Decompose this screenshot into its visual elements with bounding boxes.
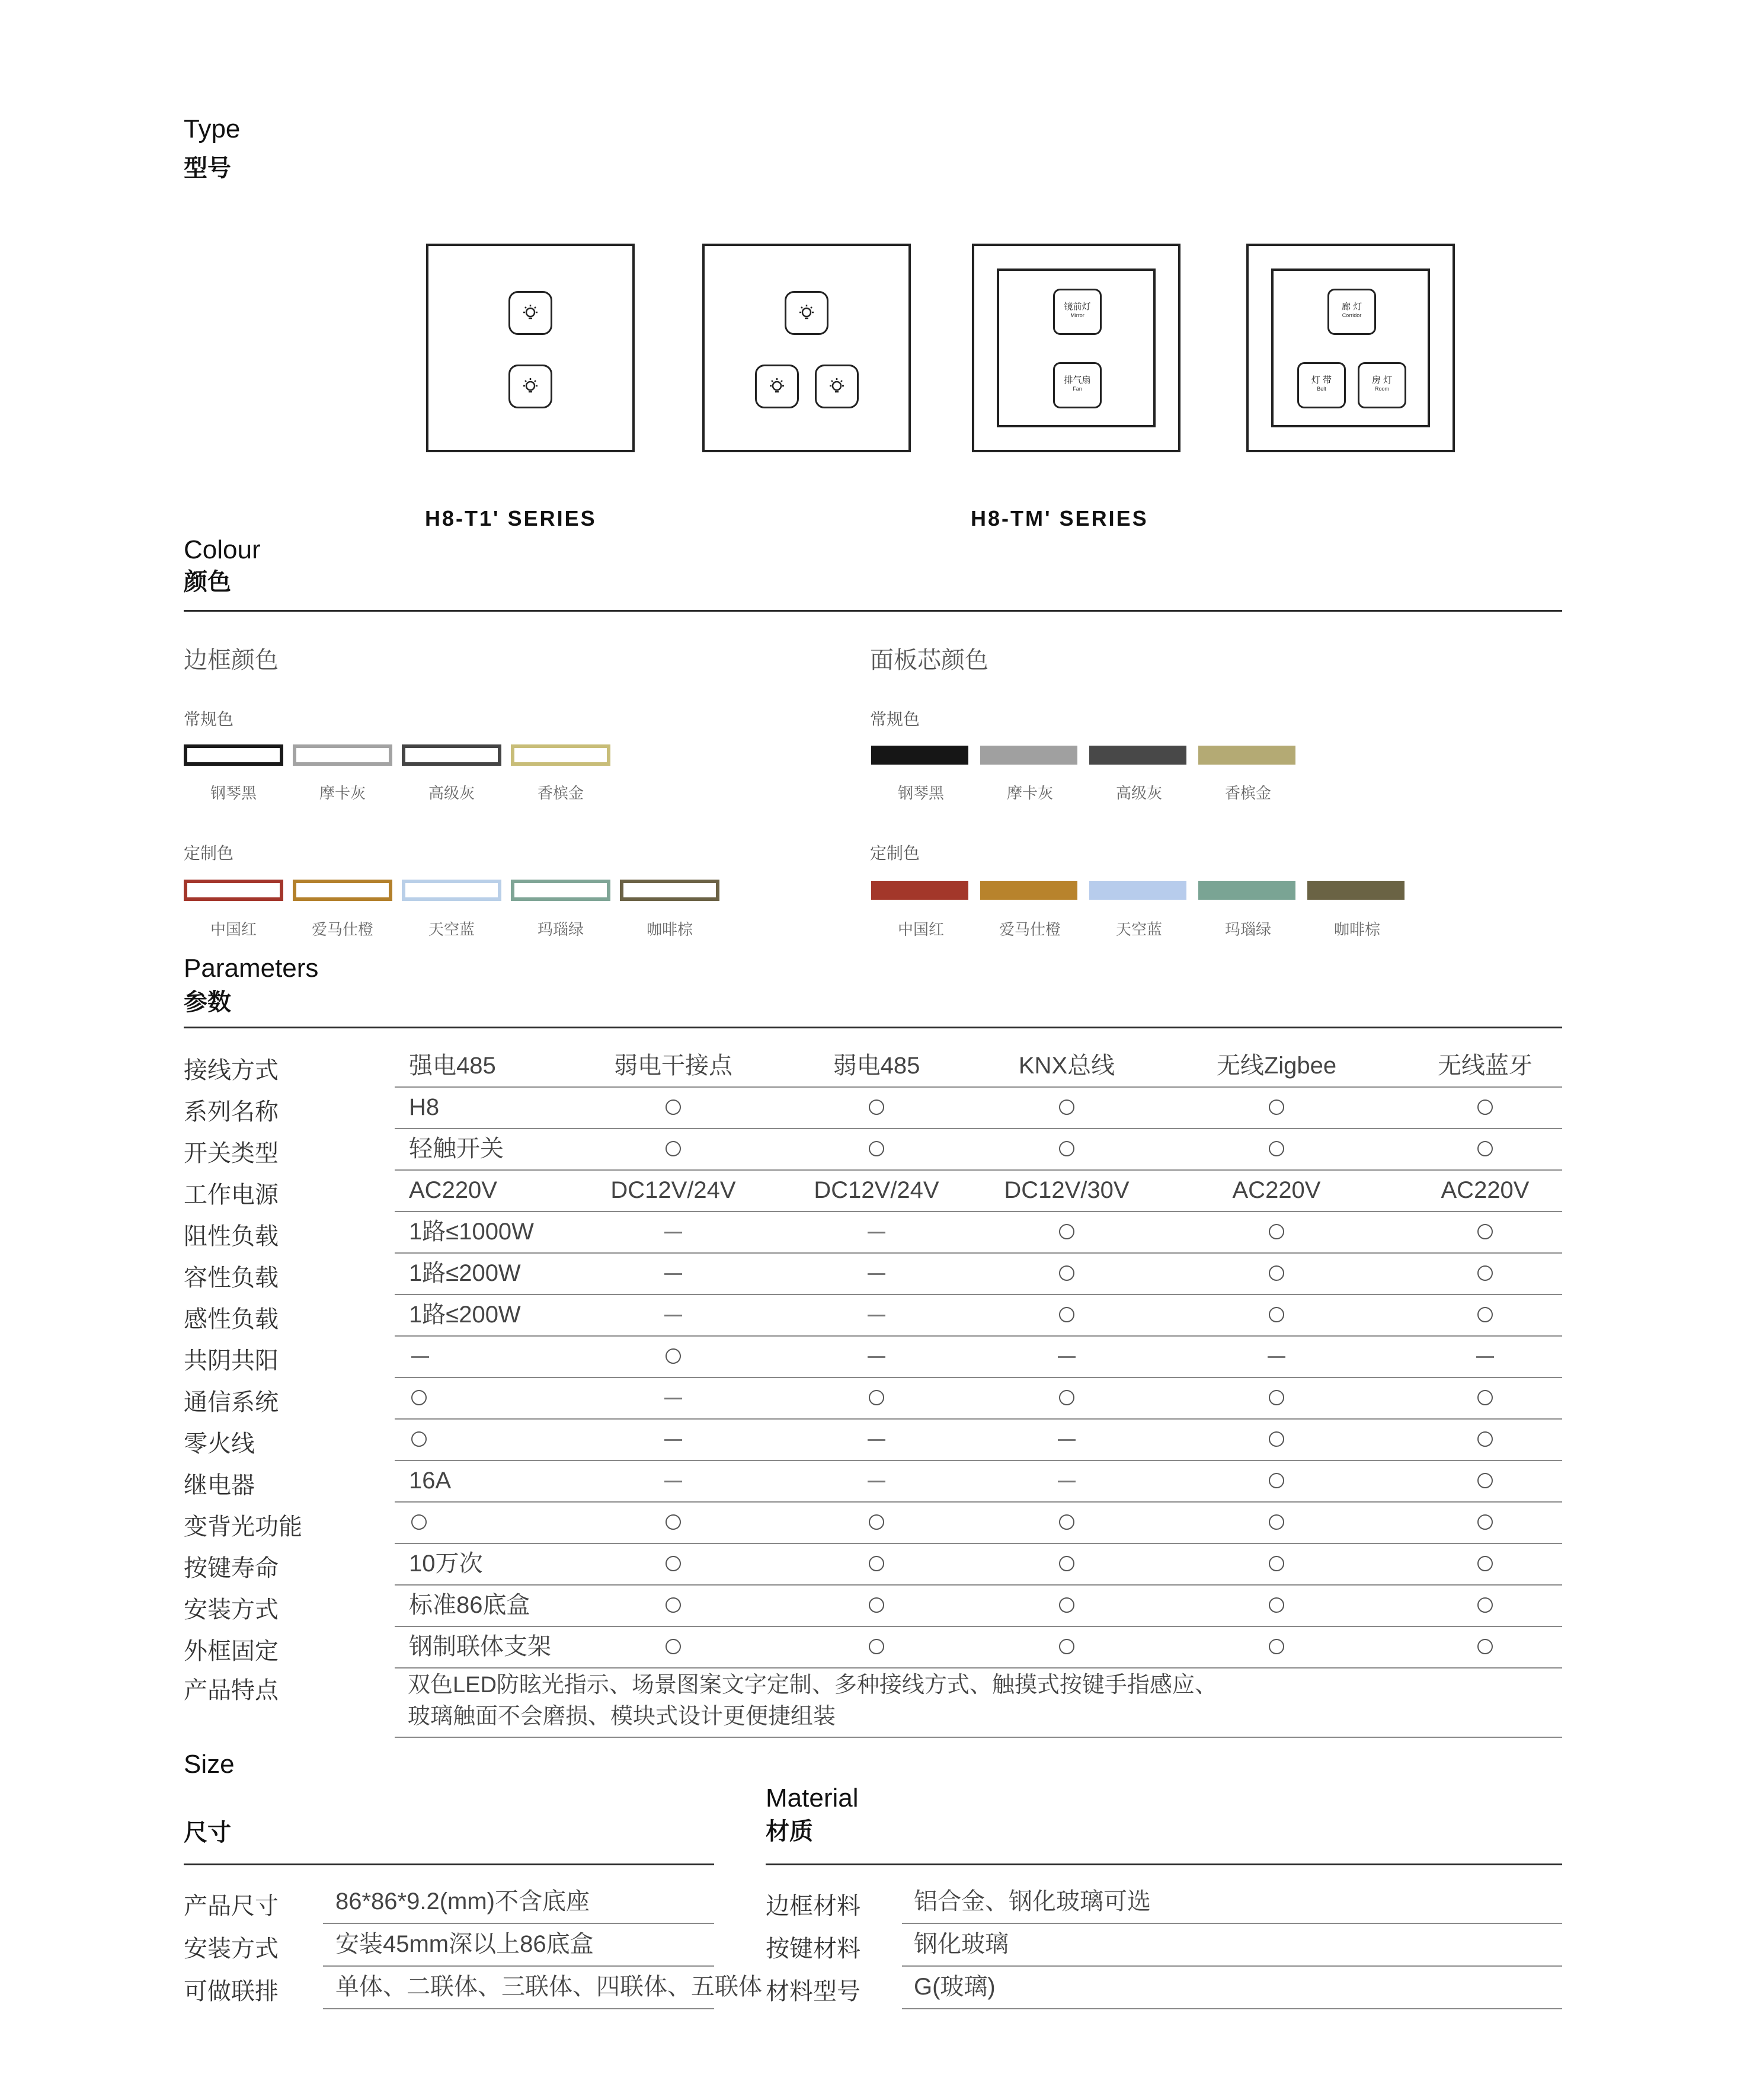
supported-circle-icon (1477, 1639, 1493, 1654)
parameters-title-zh: 参数 (184, 989, 231, 1015)
swatch-label: 钢琴黑 (210, 784, 257, 802)
row-divider (395, 1252, 1562, 1254)
spec-value: 单体、二联体、三联体、四联体、五联体 (335, 1974, 762, 2000)
param-label: 按键寿命 (184, 1555, 279, 1581)
panel-swatch (871, 746, 968, 765)
param-value: AC220V (1441, 1177, 1530, 1203)
supported-circle-icon (1269, 1141, 1284, 1156)
supported-circle-icon (1477, 1265, 1493, 1281)
spec-label: 边框材料 (766, 1893, 860, 1919)
colour-title-zh: 颜色 (184, 569, 231, 595)
unsupported-dash-icon (411, 1356, 429, 1358)
row-divider (395, 1335, 1562, 1337)
spec-divider (323, 1923, 714, 1924)
frame-swatch (511, 880, 610, 901)
type-title-en: Type (184, 114, 241, 143)
frame-swatch (402, 880, 501, 901)
series-tm-label: H8-TM' SERIES (971, 506, 1148, 530)
light-key-right (815, 365, 859, 408)
supported-circle-icon (666, 1348, 681, 1364)
light-key-left (755, 365, 799, 408)
swatch-label: 天空蓝 (428, 920, 475, 938)
supported-circle-icon (869, 1514, 884, 1530)
spec-divider (902, 2008, 1562, 2009)
param-value: 轻触开关 (409, 1136, 504, 1162)
row-divider (395, 1626, 1562, 1627)
param-value: 1路≤200W (409, 1260, 521, 1286)
key-label-zh: 排气扇 (1064, 375, 1091, 385)
series-t1-label: H8-T1' SERIES (425, 506, 597, 530)
supported-circle-icon (1059, 1390, 1074, 1405)
supported-circle-icon (411, 1514, 427, 1530)
param-label: 通信系统 (184, 1389, 279, 1415)
spec-label: 产品尺寸 (184, 1893, 279, 1919)
bulb-icon (826, 376, 847, 397)
supported-circle-icon (411, 1390, 427, 1405)
belt-key (1297, 362, 1346, 408)
size-title-en: Size (184, 1750, 235, 1779)
row-divider (395, 1501, 1562, 1503)
param-label: 外框固定 (184, 1638, 279, 1664)
unsupported-dash-icon (664, 1439, 682, 1441)
param-label: 感性负载 (184, 1306, 279, 1332)
panel-swatch (980, 881, 1077, 900)
param-label: 阻性负载 (184, 1223, 279, 1249)
supported-circle-icon (1059, 1556, 1074, 1571)
swatch-label: 高级灰 (1115, 784, 1162, 802)
supported-circle-icon (1059, 1265, 1074, 1281)
param-label: 零火线 (184, 1431, 255, 1457)
spec-label: 按键材料 (766, 1936, 860, 1962)
param-label: 继电器 (184, 1472, 255, 1498)
supported-circle-icon (1269, 1639, 1284, 1654)
material-title-zh: 材质 (766, 1818, 813, 1845)
panel-inner-frame (997, 269, 1156, 427)
panel-swatch (1198, 746, 1295, 765)
param-value: H8 (409, 1094, 440, 1120)
param-value: 16A (409, 1468, 452, 1494)
param-value: DC12V/30V (1004, 1177, 1130, 1203)
row-divider (395, 1584, 1562, 1586)
param-value: AC220V (1232, 1177, 1321, 1203)
panel-inner-frame (1271, 269, 1430, 427)
spec-divider (323, 2008, 714, 2009)
supported-circle-icon (1477, 1514, 1493, 1530)
supported-circle-icon (1477, 1597, 1493, 1613)
key-label-zh: 镜前灯 (1064, 302, 1091, 312)
light-key-top (508, 291, 552, 335)
supported-circle-icon (1477, 1431, 1493, 1447)
unsupported-dash-icon (868, 1273, 885, 1275)
frame-swatch (184, 744, 283, 766)
swatch-label: 香槟金 (537, 784, 584, 802)
frame-swatch (293, 880, 392, 901)
supported-circle-icon (869, 1597, 884, 1613)
supported-circle-icon (1269, 1099, 1284, 1115)
frame-swatch (511, 744, 610, 766)
supported-circle-icon (1477, 1224, 1493, 1239)
supported-circle-icon (666, 1514, 681, 1530)
mirror-key (1053, 289, 1102, 335)
frame-custom-label: 定制色 (184, 844, 234, 862)
bulb-icon (520, 376, 541, 397)
parameters-divider (184, 1027, 1562, 1028)
supported-circle-icon (1059, 1514, 1074, 1530)
unsupported-dash-icon (664, 1315, 682, 1316)
swatch-label: 咖啡棕 (1333, 920, 1380, 938)
row-divider (395, 1460, 1562, 1461)
swatch-label: 爱马仕橙 (311, 920, 373, 938)
key-label-en: Belt (1317, 386, 1326, 392)
key-label-zh: 廊 灯 (1341, 302, 1362, 312)
supported-circle-icon (869, 1639, 884, 1654)
supported-circle-icon (1059, 1639, 1074, 1654)
panel-t1-two-gang (426, 244, 635, 452)
param-value: 1路≤200W (409, 1302, 521, 1328)
param-value: KNX总线 (1018, 1053, 1115, 1079)
swatch-label: 摩卡灰 (1006, 784, 1053, 802)
supported-circle-icon (869, 1099, 884, 1115)
supported-circle-icon (1477, 1307, 1493, 1322)
spec-value: 钢化玻璃 (914, 1931, 1009, 1957)
feature-line-1: 双色LED防眩光指示、场景图案文字定制、多种接线方式、触摸式按键手指感应、 (408, 1673, 1217, 1698)
supported-circle-icon (666, 1556, 681, 1571)
frame-swatch (620, 880, 719, 901)
spec-value: G(玻璃) (914, 1974, 996, 2000)
swatch-label: 天空蓝 (1115, 920, 1162, 938)
param-label: 开关类型 (184, 1140, 279, 1166)
feature-label: 产品特点 (184, 1677, 279, 1703)
key-label-en: Room (1374, 386, 1389, 392)
supported-circle-icon (1477, 1141, 1493, 1156)
unsupported-dash-icon (868, 1439, 885, 1441)
panel-regular-label: 常规色 (870, 710, 920, 728)
swatch-label: 香槟金 (1224, 784, 1271, 802)
supported-circle-icon (1269, 1473, 1284, 1488)
param-value: AC220V (409, 1177, 497, 1203)
unsupported-dash-icon (868, 1232, 885, 1233)
param-value: 无线Zigbee (1216, 1053, 1337, 1079)
unsupported-dash-icon (664, 1481, 682, 1482)
fan-key (1053, 362, 1102, 408)
spec-label: 可做联排 (184, 1978, 279, 2005)
supported-circle-icon (666, 1639, 681, 1654)
unsupported-dash-icon (1058, 1439, 1076, 1441)
supported-circle-icon (666, 1099, 681, 1115)
swatch-label: 咖啡棕 (646, 920, 693, 938)
key-label-en: Corridor (1342, 312, 1362, 318)
unsupported-dash-icon (664, 1398, 682, 1399)
supported-circle-icon (1059, 1099, 1074, 1115)
supported-circle-icon (1059, 1224, 1074, 1239)
param-value: 10万次 (409, 1551, 483, 1577)
row-divider (395, 1667, 1562, 1669)
frame-regular-label: 常规色 (184, 710, 234, 728)
supported-circle-icon (1477, 1556, 1493, 1571)
param-label: 系列名称 (184, 1099, 279, 1125)
param-value: 弱电485 (833, 1053, 920, 1079)
supported-circle-icon (1269, 1224, 1284, 1239)
param-value: 无线蓝牙 (1438, 1053, 1533, 1079)
panel-swatch (1198, 881, 1295, 900)
frame-swatch (402, 744, 501, 766)
frame-swatch (293, 744, 392, 766)
row-divider (395, 1211, 1562, 1212)
supported-circle-icon (1269, 1431, 1284, 1447)
size-title-zh: 尺寸 (184, 1820, 231, 1846)
spec-label: 材料型号 (766, 1978, 860, 2005)
param-label: 安装方式 (184, 1597, 279, 1623)
material-divider (766, 1864, 1562, 1865)
supported-circle-icon (869, 1390, 884, 1405)
frame-colour-title: 边框颜色 (184, 647, 279, 673)
supported-circle-icon (1269, 1597, 1284, 1613)
row-divider (395, 1543, 1562, 1544)
spec-value: 安装45mm深以上86底盒 (335, 1931, 594, 1957)
light-key-top (785, 291, 828, 335)
panel-colour-title: 面板芯颜色 (870, 647, 988, 673)
param-label: 工作电源 (184, 1182, 279, 1208)
frame-swatch (184, 880, 283, 901)
supported-circle-icon (1477, 1390, 1493, 1405)
param-value: 强电485 (409, 1053, 496, 1079)
supported-circle-icon (1269, 1514, 1284, 1530)
row-divider (395, 1418, 1562, 1420)
panel-swatch (871, 881, 968, 900)
spec-value: 86*86*9.2(mm)不含底座 (335, 1888, 590, 1914)
supported-circle-icon (1477, 1099, 1493, 1115)
param-value: 标准86底盒 (409, 1592, 530, 1618)
param-value: DC12V/24V (814, 1177, 939, 1203)
unsupported-dash-icon (1476, 1356, 1494, 1358)
param-value: DC12V/24V (610, 1177, 736, 1203)
param-label: 接线方式 (184, 1057, 279, 1083)
panel-swatch (980, 746, 1077, 765)
supported-circle-icon (1269, 1556, 1284, 1571)
unsupported-dash-icon (868, 1315, 885, 1316)
supported-circle-icon (411, 1431, 427, 1447)
param-value: 1路≤1000W (409, 1219, 534, 1245)
unsupported-dash-icon (664, 1232, 682, 1233)
corridor-key (1327, 289, 1376, 335)
panel-tm-two-gang (972, 244, 1180, 452)
row-divider (395, 1086, 1562, 1088)
panel-swatch (1089, 746, 1186, 765)
unsupported-dash-icon (664, 1273, 682, 1275)
swatch-label: 摩卡灰 (319, 784, 366, 802)
type-title-zh: 型号 (184, 155, 231, 181)
swatch-label: 中国红 (897, 920, 944, 938)
panel-custom-label: 定制色 (870, 844, 920, 862)
unsupported-dash-icon (868, 1356, 885, 1358)
spec-value: 铝合金、钢化玻璃可选 (914, 1888, 1151, 1914)
panel-tm-three-gang (1246, 244, 1455, 452)
swatch-label: 玛瑙绿 (1224, 920, 1271, 938)
material-title-en: Material (766, 1783, 859, 1813)
colour-divider (184, 610, 1562, 612)
unsupported-dash-icon (1268, 1356, 1285, 1358)
spec-label: 安装方式 (184, 1936, 279, 1962)
unsupported-dash-icon (868, 1481, 885, 1482)
supported-circle-icon (1269, 1307, 1284, 1322)
param-label: 共阴共阳 (184, 1348, 279, 1374)
key-label-en: Mirror (1070, 312, 1084, 318)
panel-swatch (1307, 881, 1405, 900)
row-divider (395, 1377, 1562, 1378)
colour-title-en: Colour (184, 535, 261, 564)
supported-circle-icon (1269, 1390, 1284, 1405)
row-divider (395, 1294, 1562, 1295)
panel-swatch (1089, 881, 1186, 900)
swatch-label: 高级灰 (428, 784, 475, 802)
param-label: 变背光功能 (184, 1514, 302, 1540)
swatch-label: 玛瑙绿 (537, 920, 584, 938)
swatch-label: 爱马仕橙 (999, 920, 1061, 938)
key-label-zh: 房 灯 (1371, 375, 1393, 385)
row-divider (395, 1128, 1562, 1129)
supported-circle-icon (869, 1556, 884, 1571)
bulb-icon (520, 302, 541, 324)
light-key-bottom (508, 365, 552, 408)
feature-line-2: 玻璃触面不会磨损、模块式设计更便捷组装 (408, 1704, 836, 1729)
supported-circle-icon (666, 1141, 681, 1156)
bulb-icon (766, 376, 788, 397)
param-label: 容性负载 (184, 1265, 279, 1291)
param-value: 弱电干接点 (614, 1053, 732, 1079)
unsupported-dash-icon (1058, 1356, 1076, 1358)
swatch-label: 中国红 (210, 920, 257, 938)
row-divider (395, 1169, 1562, 1171)
room-key (1358, 362, 1406, 408)
supported-circle-icon (1477, 1473, 1493, 1488)
panel-t1-three-gang (702, 244, 911, 452)
param-value: 钢制联体支架 (409, 1634, 551, 1660)
size-divider (184, 1864, 714, 1865)
spec-divider (902, 1923, 1562, 1924)
supported-circle-icon (1059, 1597, 1074, 1613)
swatch-label: 钢琴黑 (897, 784, 944, 802)
supported-circle-icon (666, 1597, 681, 1613)
supported-circle-icon (1059, 1141, 1074, 1156)
unsupported-dash-icon (1058, 1481, 1076, 1482)
key-label-en: Fan (1073, 386, 1082, 392)
key-label-zh: 灯 带 (1311, 375, 1332, 385)
spec-divider (323, 1965, 714, 1967)
bulb-icon (796, 302, 817, 324)
spec-divider (902, 1965, 1562, 1967)
supported-circle-icon (1059, 1307, 1074, 1322)
parameters-title-en: Parameters (184, 954, 319, 983)
supported-circle-icon (869, 1141, 884, 1156)
supported-circle-icon (1269, 1265, 1284, 1281)
feature-divider (395, 1737, 1562, 1738)
